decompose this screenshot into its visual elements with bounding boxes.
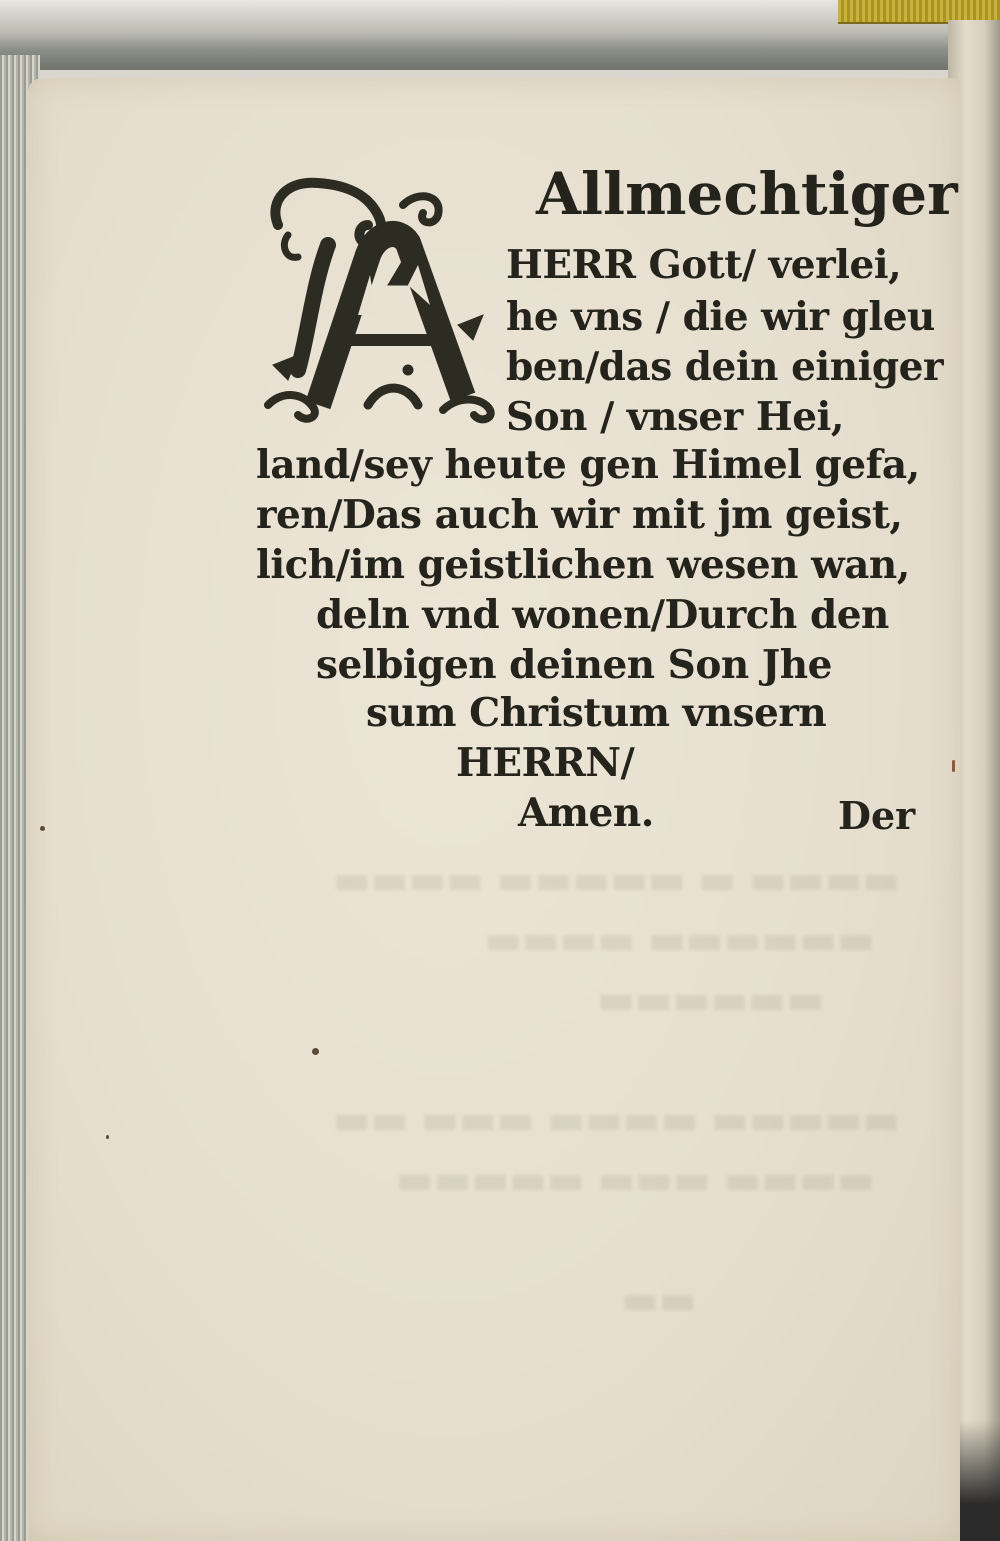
paper-speck xyxy=(952,760,955,772)
catchword: Der xyxy=(838,793,916,838)
text-line: lich/im geistlichen wesen wan, xyxy=(256,542,910,588)
text-line: deln vnd wonen/Durch den xyxy=(316,592,889,638)
gutter-shadow xyxy=(955,1420,1000,1541)
text-line: sum Christum vnsern xyxy=(366,690,827,736)
text-line: he vns / die wir gleu xyxy=(506,294,935,340)
text-line: selbigen deinen Son Jhe xyxy=(316,642,832,688)
paper-speck xyxy=(40,826,45,831)
text-line: Amen. xyxy=(518,790,654,836)
text-line: Son / vnser Hei, xyxy=(506,394,844,440)
text-line: ren/Das auch wir mit jm geist, xyxy=(256,492,903,538)
decorated-initial-a xyxy=(258,165,503,425)
text-line: land/sey heute gen Himel gefa, xyxy=(256,442,920,488)
headline-word: Allmechtiger xyxy=(536,160,958,228)
paper-speck xyxy=(312,1048,319,1055)
paper-speck xyxy=(106,1135,109,1139)
text-line: HERRN/ xyxy=(456,740,635,786)
text-line: HERR Gott/ verlei, xyxy=(506,242,902,288)
text-line: ben/das dein einiger xyxy=(506,344,944,390)
show-through-area: ▬▬▬▬ ▬ ▬▬▬▬▬ ▬▬▬▬ ▬▬▬▬▬▬ ▬▬▬▬ ▬▬▬▬▬▬ ▬▬▬▬▬ ▬▬▬▬ ▬▬▬ ▬▬ ▬▬▬▬ ▬▬▬ ▬▬▬▬▬ ▬▬ xyxy=(332,857,900,1323)
